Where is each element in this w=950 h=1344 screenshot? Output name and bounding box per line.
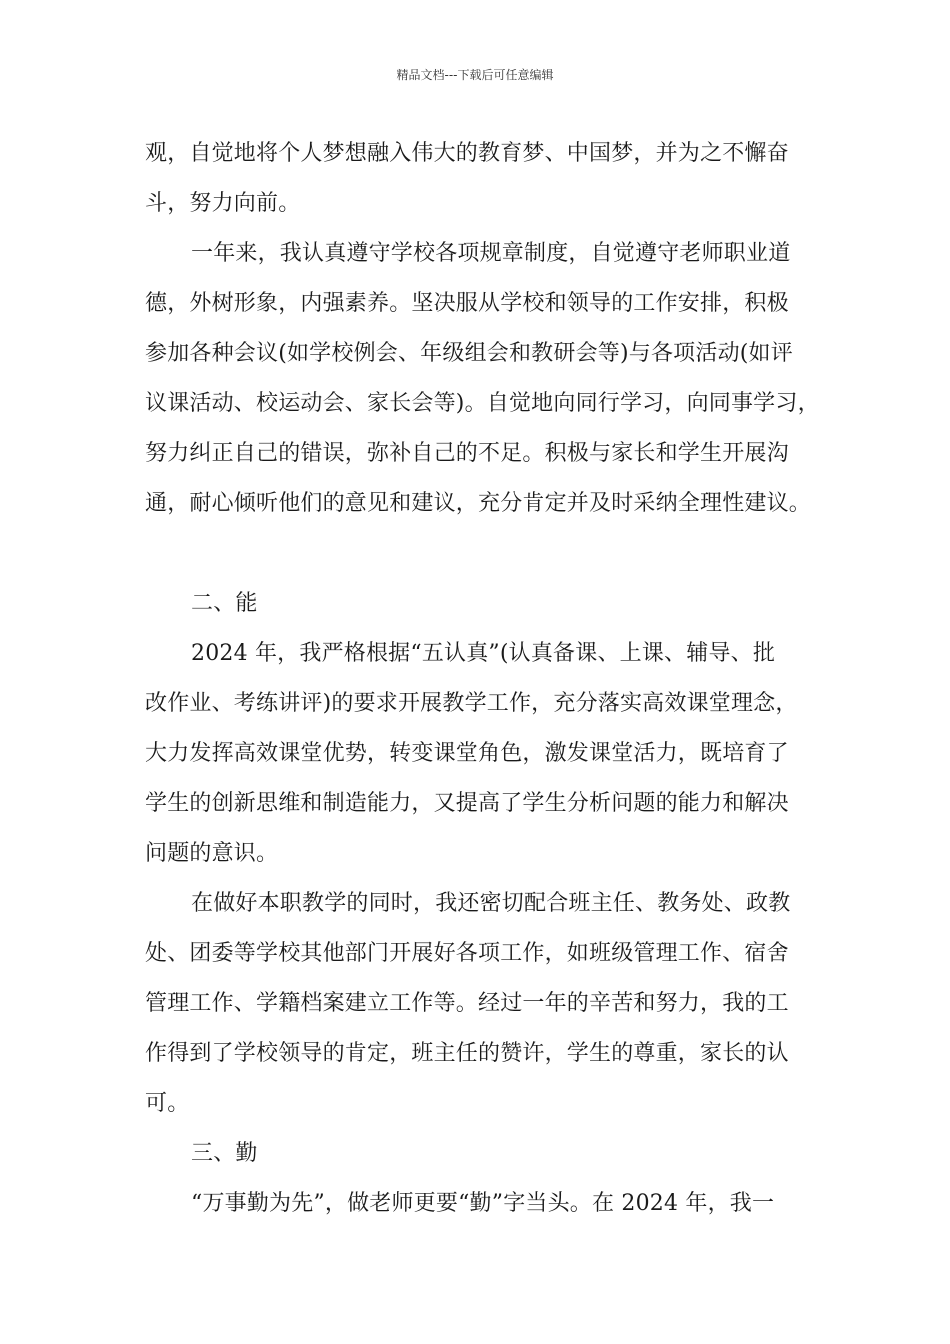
- text-line: 问题的意识。: [145, 841, 279, 866]
- text-line: 管理工作、学籍档案建立工作等。经过一年的辛苦和努力，我的工: [145, 991, 789, 1016]
- section-heading: 二、能: [191, 591, 258, 616]
- text-line: 观，自觉地将个人梦想融入伟大的教育梦、中国梦，并为之不懈奋: [145, 141, 789, 166]
- text-line: 努力纠正自己的错误，弥补自己的不足。积极与家长和学生开展沟: [145, 441, 789, 466]
- text-line: 德，外树形象，内强素养。坚决服从学校和领导的工作安排，积极: [145, 291, 789, 316]
- text-line: 大力发挥高效课堂优势，转变课堂角色，激发课堂活力，既培育了: [145, 741, 789, 766]
- text-line: 通，耐心倾听他们的意见和建议，充分肯定并及时采纳全理性建议。: [145, 491, 812, 516]
- page-header: 精品文档---下载后可任意编辑: [396, 68, 554, 82]
- text-line: 学生的创新思维和制造能力，又提高了学生分析问题的能力和解决: [145, 791, 789, 816]
- paragraph-start: 在做好本职教学的同时，我还密切配合班主任、教务处、政教: [191, 891, 791, 916]
- document-body: [145, 129, 825, 1229]
- text-line: 斗，努力向前。: [145, 191, 301, 216]
- text-line: 参加各种会议(如学校例会、年级组会和教研会等)与各项活动(如评: [145, 341, 793, 366]
- paragraph-start: 一年来，我认真遵守学校各项规章制度，自觉遵守老师职业道: [191, 241, 791, 266]
- text-line: 议课活动、校运动会、家长会等)。自觉地向同行学习，向同事学习，: [145, 391, 820, 416]
- paragraph-start: 2024 年，我严格根据“五认真”(认真备课、上课、辅导、批: [191, 641, 776, 666]
- text-line: 作得到了学校领导的肯定，班主任的赞许，学生的尊重，家长的认: [145, 1041, 789, 1066]
- text-line: 改作业、考练讲评)的要求开展教学工作，充分落实高效课堂理念，: [145, 691, 798, 716]
- text-line: 可。: [145, 1091, 190, 1116]
- section-heading: 三、勤: [191, 1141, 258, 1166]
- text-line: 处、团委等学校其他部门开展好各项工作，如班级管理工作、宿舍: [145, 941, 789, 966]
- blank-line: [145, 529, 825, 579]
- paragraph-start: “万事勤为先”，做老师更要“勤”字当头。在 2024 年，我一: [191, 1191, 775, 1216]
